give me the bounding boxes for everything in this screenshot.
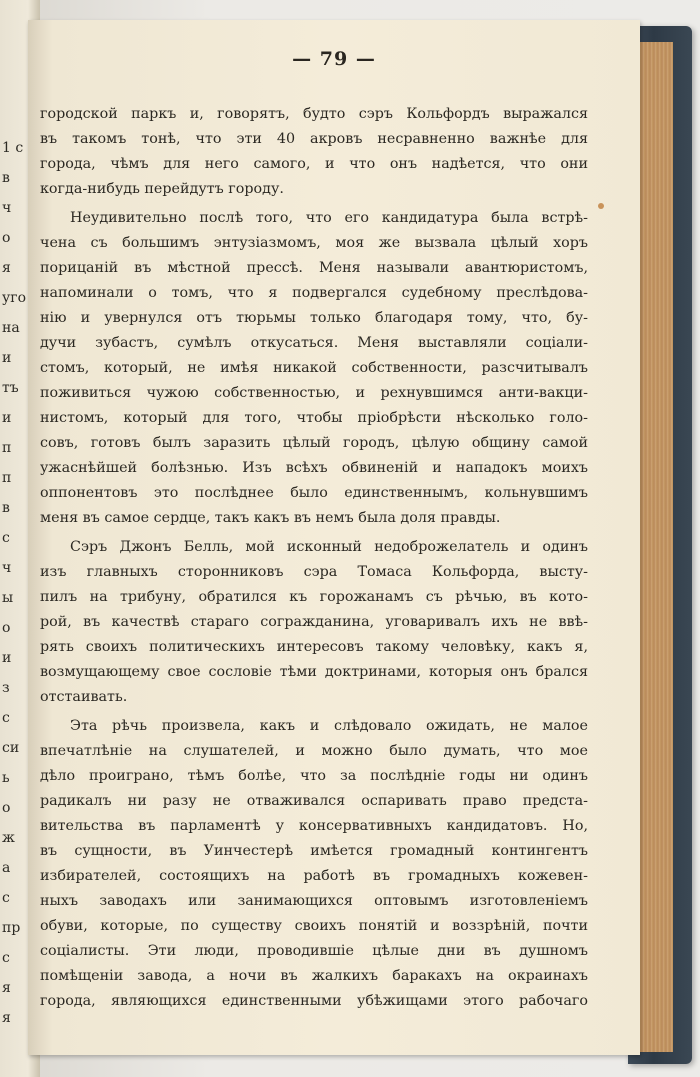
text-line: дучи зубастъ, сумѣлъ откусаться. Меня выставляли соціали-: [40, 335, 588, 351]
left-page-text-fragment: я: [2, 1010, 11, 1026]
left-page-text-fragment: и: [2, 410, 12, 426]
left-page-text-fragment: з: [2, 680, 10, 696]
left-page-text-fragment: с: [2, 710, 10, 726]
text-line: рой, въ качествѣ стараго согражданина, уговаривалъ ихъ не ввѣ-: [40, 614, 588, 630]
text-line: впечатлѣніе на слушателей, и можно было думать, что мое: [40, 743, 588, 759]
text-line: въ сущности, въ Уинчестерѣ имѣется громадный контингентъ: [40, 843, 588, 859]
text-line: избирателей, состоящихъ на работѣ въ громадныхъ кожевен-: [40, 868, 588, 884]
text-line: городской паркъ и, говорятъ, будто сэръ Кольфордъ выражался: [40, 106, 588, 122]
text-line: напоминали о томъ, что я подвергался судебному преслѣдова-: [40, 285, 588, 301]
left-page-text-fragment: п: [2, 470, 12, 486]
left-page-text-fragment: с: [2, 530, 10, 546]
text-line: вительства въ парламентѣ у консервативныхъ кандидатовъ. Но,: [40, 818, 588, 834]
page-block-edge: [640, 42, 673, 1052]
paragraph-first-line: Эта рѣчь произвела, какъ и слѣдовало ожидать, не малое: [70, 718, 588, 734]
text-line: меня въ самое сердце, такъ какъ въ немъ была доля правды.: [40, 510, 501, 526]
paragraph-first-line: Неудивительно послѣ того, что его кандидатура была встрѣ-: [70, 210, 588, 226]
left-page-text-fragment: ч: [2, 200, 12, 216]
text-line: рять своихъ политическихъ интересовъ такому человѣку, какъ я,: [40, 639, 588, 655]
paper-stain: [598, 203, 604, 209]
left-page-text-fragment: на: [2, 320, 20, 336]
paragraph-first-line: Сэръ Джонъ Белль, мой исконный недоброжелатель и одинъ: [70, 539, 588, 555]
text-line: ужаснѣйшей болѣзнью. Изъ всѣхъ обвиненій и нападокъ моихъ: [40, 460, 588, 476]
text-line: дѣло проиграно, тѣмъ болѣе, что за послѣдніе годы ни одинъ: [40, 768, 588, 784]
left-page-text-fragment: 1 с: [2, 140, 24, 156]
text-line: соціалисты. Эти люди, проводившіе цѣлые дни въ душномъ: [40, 943, 588, 959]
left-page-text-fragment: с: [2, 950, 10, 966]
text-line: возмущающему свое сословіе тѣми доктринами, которыя онъ брался: [40, 664, 588, 680]
text-line: помѣщеніи завода, а ночи въ жалкихъ баракахъ на окраинахъ: [40, 968, 588, 984]
page-body-text: [40, 102, 588, 1014]
text-line: ныхъ заводахъ или занимающихся оптовымъ изготовленіемъ: [40, 893, 588, 909]
left-page-text-fragment: я: [2, 260, 11, 276]
left-page-text-fragment: а: [2, 860, 11, 876]
left-page-text-fragment: в: [2, 170, 10, 186]
text-line: поживиться чужою собственностью, и рехнувшимся анти-вакци-: [40, 385, 588, 401]
text-line: пилъ на трибуну, обратился къ горожанамъ съ рѣчью, въ кото-: [40, 589, 588, 605]
text-line: въ такомъ тонѣ, что эти 40 акровъ несравненно важнѣе для: [40, 131, 588, 147]
left-page-text-fragment: ь: [2, 770, 10, 786]
text-line: совъ, готовъ былъ заразить цѣлый городъ, цѣлую общину самой: [40, 435, 588, 451]
text-line: нію и увернулся отъ тюрьмы только благодаря тому, что, бу-: [40, 310, 588, 326]
left-page-text-fragment: тъ: [2, 380, 19, 396]
book-page: [28, 20, 640, 1055]
left-page-text-fragment: и: [2, 650, 12, 666]
text-line: нистомъ, который для того, чтобы пріобрѣсти нѣсколько голо-: [40, 410, 588, 426]
text-line: порицаній въ мѣстной прессѣ. Меня называли авантюристомъ,: [40, 260, 588, 276]
left-page-text-fragment: в: [2, 500, 10, 516]
text-line: изъ главныхъ сторонниковъ сэра Томаса Кольфорда, высту-: [40, 564, 588, 580]
left-page-text-fragment: п: [2, 440, 12, 456]
text-line: обуви, которые, по существу своихъ понятій и воззрѣній, почти: [40, 918, 588, 934]
text-line: стомъ, который, не имѣя никакой собственности, разсчитывалъ: [40, 360, 588, 376]
text-line: когда-нибудь перейдутъ городу.: [40, 181, 284, 197]
left-page-text-fragment: и: [2, 350, 12, 366]
page-number: — 79 —: [292, 48, 376, 70]
text-line: радикалъ ни разу не отваживался оспаривать право предста-: [40, 793, 588, 809]
text-line: отстаивать.: [40, 689, 128, 705]
left-page-text-fragment: уго: [2, 290, 27, 306]
text-line: оппонентовъ это послѣднее было единственнымъ, кольнувшимъ: [40, 485, 588, 501]
left-page-text-fragment: ы: [2, 590, 14, 606]
text-line: города, чѣмъ для него самого, и что онъ надѣется, что они: [40, 156, 588, 172]
left-page-text-fragment: си: [2, 740, 20, 756]
text-line: города, являющихся единственными убѣжищами этого рабочаго: [40, 993, 588, 1009]
left-page-text-fragment: я: [2, 980, 11, 996]
left-page-text-fragment: с: [2, 890, 10, 906]
left-page-text-fragment: о: [2, 230, 11, 246]
left-page-text-fragment: ж: [2, 830, 15, 846]
left-page-text-fragment: ч: [2, 560, 12, 576]
left-page-text-fragment: о: [2, 800, 11, 816]
left-page-text-fragment: пр: [2, 920, 21, 936]
left-page-text-fragment: о: [2, 620, 11, 636]
text-line: чена съ большимъ энтузіазмомъ, моя же вызвала цѣлый хоръ: [40, 235, 588, 251]
